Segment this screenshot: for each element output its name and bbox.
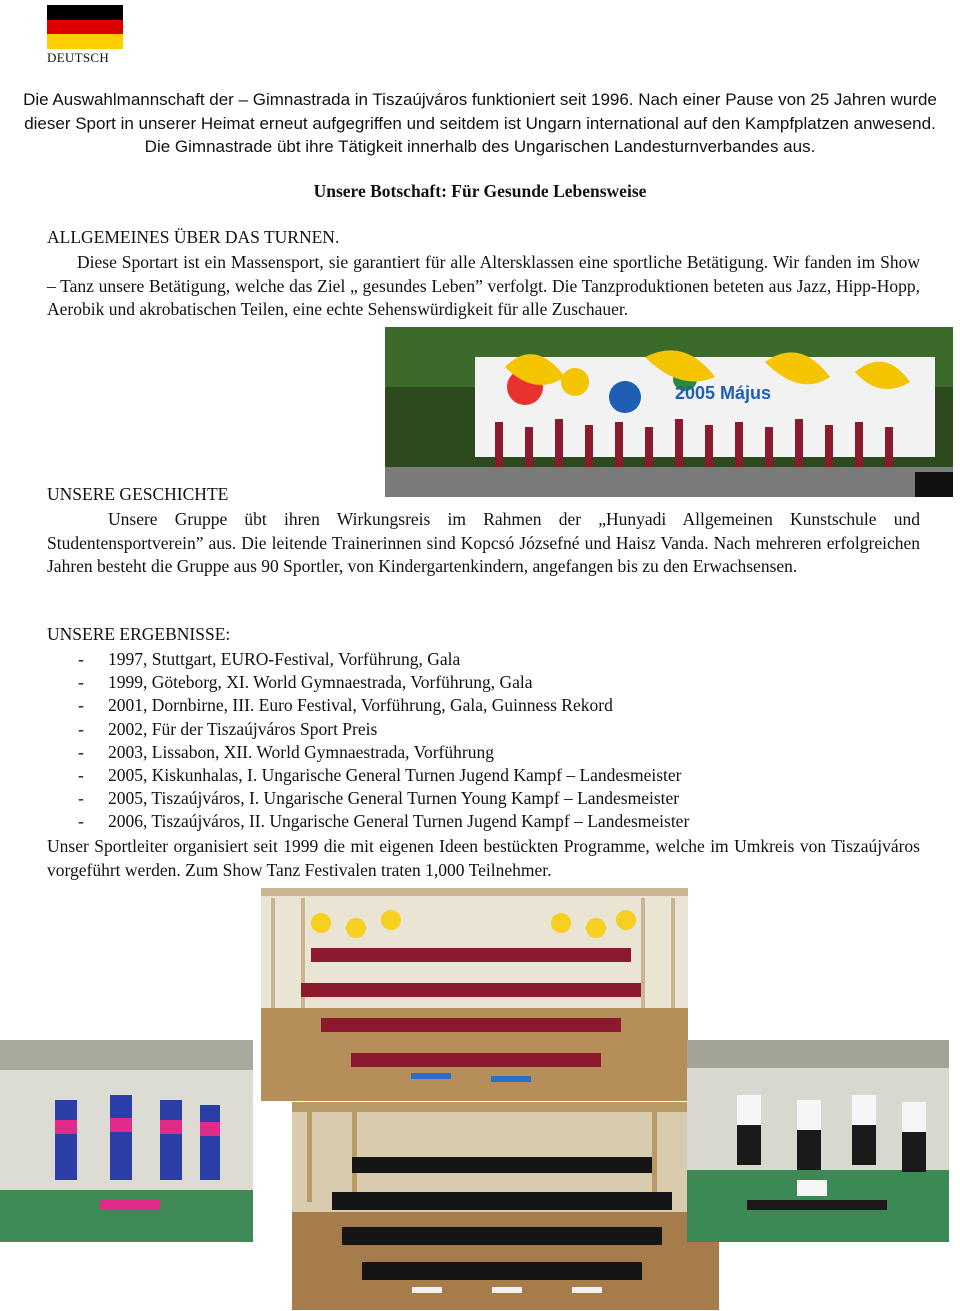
banner-text: 2005 Május (675, 383, 772, 403)
closing-paragraph: Unser Sportleiter organisiert seit 1999 die mit eigenen Ideen bestückten Programme, welche im Umkreis von Tiszaújváros vorgeführt werden. Zum Show Tanz Festivalen traten 1,000 Teilnehmer. (47, 836, 920, 880)
list-item: - 2005, Tiszaújváros, I. Ungarische General Turnen Young Kampf – Landesmeister (78, 788, 680, 809)
white-shirt-group-photo (687, 1040, 949, 1242)
list-item: - 2006, Tiszaújváros, II. Ungarische General Turnen Jugend Kampf – Landesmeister (78, 811, 690, 832)
list-item: - 2003, Lissabon, XII. World Gymnaestrada, Vorführung (78, 741, 494, 762)
list-item: - 2002, Für der Tiszaújváros Sport Preis (78, 718, 378, 739)
list-item: - 1999, Göteborg, XI. World Gymnaestrada, Vorführung, Gala (78, 672, 533, 693)
history-paragraph: Unsere Gruppe übt ihren Wirkungsreis im Rahmen der „Hunyadi Allgemeinen Kunstschule und Studentensportverein” aus. Die leitende Trainerinnen sind Kopcsó Józsefné und Haisz Vanda. Nach mehreren erfolgreichen Jahren besteht die Gruppe aus 90 Sportler, von Kindergartenkindern, angefangen bis zu den Erwachsensen. (47, 509, 920, 576)
black-costume-group-photo (292, 1102, 719, 1310)
intro-paragraph: Die Auswahlmannschaft der – Gimnastrada in Tiszaújváros funktioniert seit 1996. Nach einer Pause von 25 Jahren wurde dieser Sport in unserer Heimat erneut aufgegriffen und seitdem ist Ungarn international auf den Kampfplatzen anwesend. Die Gimnastrade übt ihre Tätigkeit innerhalb des Ungarischen Landesturnverbandes aus. (23, 90, 937, 156)
pink-blue-group-photo (0, 1040, 253, 1242)
results-list (47, 648, 927, 834)
list-item: - 1997, Stuttgart, EURO-Festival, Vorführung, Gala (78, 649, 461, 669)
outdoor-performance-photo (385, 327, 953, 497)
history-heading: UNSERE GESCHICHTE (47, 484, 229, 504)
general-heading: ALLGEMEINES ÜBER DAS TURNEN. (47, 227, 340, 247)
motto: Unsere Botschaft: Für Gesunde Lebensweise (313, 181, 647, 201)
results-heading: UNSERE ERGEBNISSE: (47, 624, 231, 644)
list-item: - 2001, Dornbirne, III. Euro Festival, Vorführung, Gala, Guinness Rekord (78, 695, 613, 716)
language-label: DEUTSCH (47, 50, 110, 65)
gym-group-photo (261, 888, 688, 1101)
list-item: - 2005, Kiskunhalas, I. Ungarische General Turnen Jugend Kampf – Landesmeister (78, 765, 682, 786)
general-paragraph: Diese Sportart ist ein Massensport, sie garantiert für alle Altersklassen eine sportliche Betätigung. Wir fanden im Show – Tanz unsere Betätigung, welche das Ziel „ gesundes Leben” verfolgt. Die Tanzproduktionen beteten aus Jazz, Hipp-Hopp, Aerobik und akrobatischen Teilen, eine echte Sehenswürdigkeit für alle Zuschauer. (47, 252, 920, 319)
german-flag-icon (47, 5, 123, 49)
